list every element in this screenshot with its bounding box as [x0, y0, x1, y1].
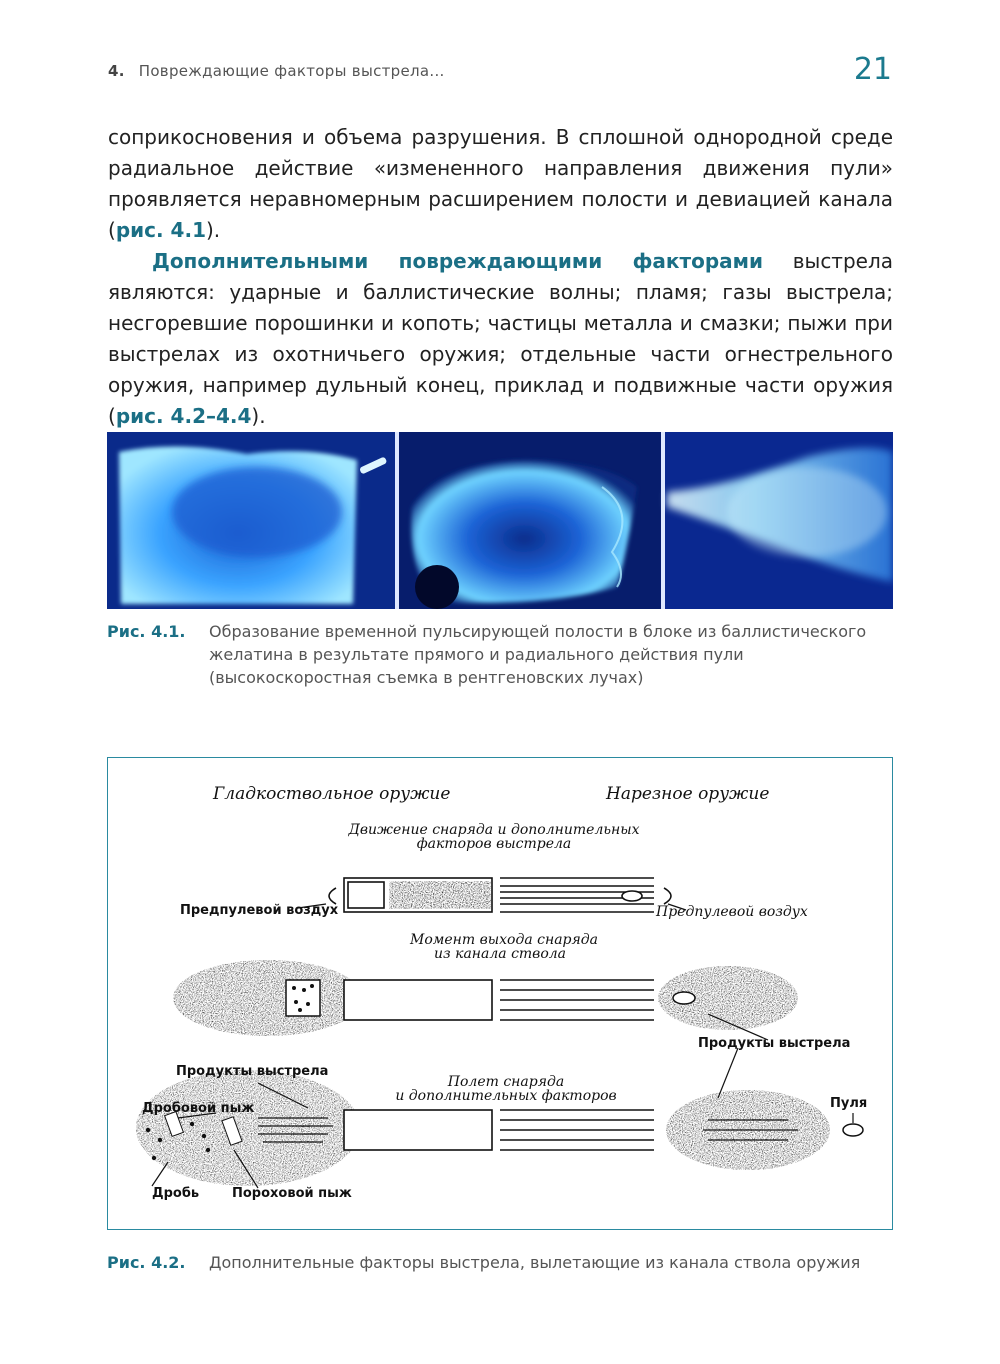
- label-powder-wad: Пороховой пыж: [232, 1186, 352, 1201]
- body-text: [108, 122, 893, 432]
- figure-4-2-text: Дополнительные факторы выстрела, вылетающие из канала ствола оружия: [209, 1253, 861, 1272]
- figure-4-2-caption: [107, 1251, 893, 1274]
- chapter-title: Повреждающие факторы выстрела...: [138, 62, 445, 80]
- figure-4-2-label: Рис. 4.2.: [107, 1253, 186, 1272]
- label-flight-title-1: Полет снаряда: [447, 1074, 565, 1090]
- figure-ref-4-2-4-4[interactable]: рис. 4.2–4.4: [115, 404, 252, 428]
- label-products-right: Продукты выстрела: [698, 1036, 851, 1051]
- running-head: [108, 62, 445, 80]
- label-pre-bullet-air-left: Предпулевой воздух: [180, 903, 339, 918]
- photo-panel-1: [107, 432, 395, 609]
- photo-panel-2: [399, 432, 661, 609]
- figure-4-1-photos: [107, 432, 893, 609]
- row-2-exit: [173, 960, 798, 1036]
- paragraph-1: соприкосновения и объема разрушения. В сплошной однородной среде радиальное действие «измененного направления движения пули» проявляется неравномерным расширением полости и девиацией канала (рис. 4.1).: [108, 125, 893, 242]
- label-shot: Дробь: [152, 1186, 200, 1201]
- label-flight-title-2: и дополнительных факторов: [395, 1088, 617, 1104]
- photo-panel-3: [665, 432, 893, 609]
- label-motion-title-2: факторов выстрела: [416, 836, 572, 852]
- paragraph-2: Дополнительными повреждающими факторами выстрела являются: ударные и баллистические волны; пламя; газы выстрела; несгоревшие порошинки и копоть; частицы металла и смазки; пыжи при выстрелах из охотничьего оружия; отдельные части огнестрельного оружия, например дульный конец, приклад и подвижные части оружия (рис. 4.2–4.4).: [108, 249, 894, 428]
- highlight-term: Дополнительными повреждающими факторами: [152, 249, 763, 273]
- chapter-number: 4.: [108, 62, 125, 80]
- label-exit-title-1: Момент выхода снаряда: [409, 932, 599, 948]
- figure-ref-4-1[interactable]: рис. 4.1: [115, 218, 206, 242]
- label-shot-wad: Дробовой пыж: [142, 1101, 255, 1116]
- figure-4-2-diagram: [107, 757, 893, 1230]
- row-1-barrels: [329, 878, 671, 912]
- label-pre-bullet-air-right: Предпулевой воздух: [656, 904, 808, 920]
- label-rifled: Нарезное оружие: [606, 784, 770, 804]
- figure-4-1-label: Рис. 4.1.: [107, 622, 186, 641]
- label-products-left: Продукты выстрела: [176, 1064, 329, 1079]
- label-motion-title-1: Движение снаряда и дополнительных: [348, 822, 640, 838]
- xray-photo-strip: [107, 432, 893, 609]
- figure-4-1-text: Образование временной пульсирующей полости в блоке из баллистического желатина в результате прямого и радиального действия пули (высокоскоростная съемка в рентгеновских лучах): [209, 622, 867, 687]
- page-number: 21: [853, 52, 892, 87]
- figure-4-1-caption: [107, 620, 893, 689]
- label-bullet: Пуля: [830, 1096, 868, 1111]
- label-smoothbore: Гладкоствольное оружие: [213, 784, 451, 804]
- label-exit-title-2: из канала ствола: [433, 946, 567, 962]
